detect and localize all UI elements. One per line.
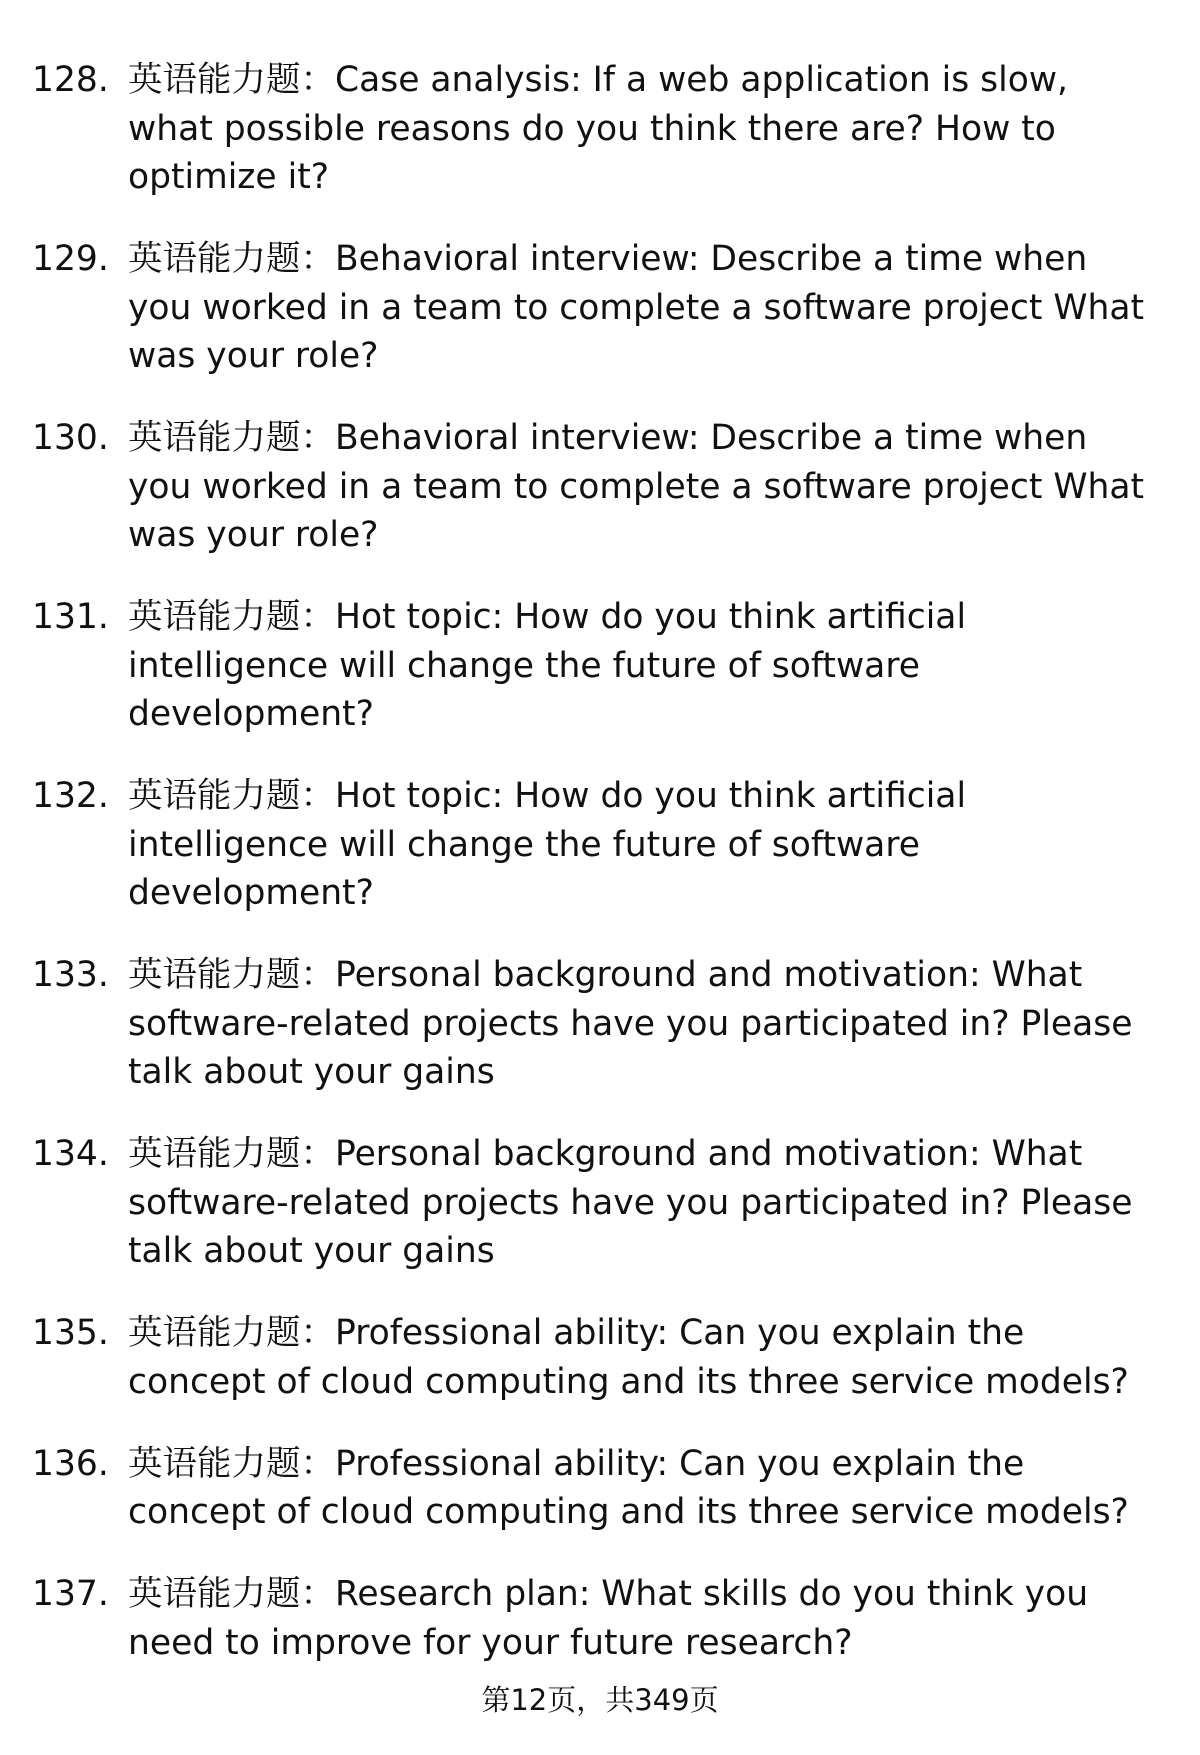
question-number: 136. <box>32 1443 109 1484</box>
question-number: 132. <box>32 776 109 816</box>
question-list <box>0 56 1200 1701</box>
question-text: Professional ability: Can you explain the concept of cloud computing and its three service models? <box>128 1313 1129 1402</box>
question-item <box>0 593 1200 739</box>
question-body <box>128 1440 1158 1537</box>
question-number: 134. <box>32 1134 109 1174</box>
question-item <box>0 56 1200 202</box>
question-number: 135. <box>32 1313 109 1353</box>
question-category: 英语能力题： <box>128 239 335 279</box>
question-text: Personal background and motivation: What software-related projects have you participated in? Please talk about your gains <box>128 1134 1133 1271</box>
page-footer <box>0 1680 1200 1720</box>
question-body <box>128 1570 1158 1667</box>
question-body <box>128 1309 1158 1406</box>
question-text: Personal background and motivation: What software-related projects have you participated in? Please talk about your gains <box>128 955 1133 1092</box>
question-number: 128. <box>32 60 109 100</box>
question-text: Hot topic: How do you think artificial intelligence will change the future of software development? <box>128 597 967 734</box>
question-item <box>0 1309 1200 1406</box>
question-number: 129. <box>32 239 109 279</box>
question-item <box>0 1130 1200 1276</box>
question-text: Behavioral interview: Describe a time when you worked in a team to complete a software project What was your role? <box>128 239 1144 376</box>
question-body <box>128 56 1158 202</box>
question-text: Hot topic: How do you think artificial intelligence will change the future of software development? <box>128 776 967 913</box>
question-number: 133. <box>32 955 109 995</box>
question-category: 英语能力题： <box>128 1443 335 1484</box>
question-number: 130. <box>32 418 109 458</box>
question-item <box>0 1570 1200 1667</box>
question-body <box>128 235 1158 381</box>
question-text: Case analysis: If a web application is slow, what possible reasons do you think there are? How to optimize it? <box>128 60 1069 197</box>
question-body <box>128 951 1158 1097</box>
question-body <box>128 772 1158 918</box>
question-number: 137. <box>32 1574 109 1614</box>
question-category: 英语能力题： <box>128 776 335 816</box>
question-number: 131. <box>32 597 109 637</box>
question-text: Research plan: What skills do you think you need to improve for your future research? <box>128 1574 1089 1663</box>
question-item <box>0 235 1200 381</box>
question-text: Behavioral interview: Describe a time when you worked in a team to complete a software project What was your role? <box>128 418 1144 555</box>
question-item <box>0 772 1200 918</box>
question-item <box>0 1440 1200 1537</box>
question-category: 英语能力题： <box>128 955 335 995</box>
page-number-label: 第12页，共349页 <box>481 1683 719 1717</box>
question-category: 英语能力题： <box>128 1313 335 1353</box>
question-category: 英语能力题： <box>128 1134 335 1174</box>
question-category: 英语能力题： <box>128 597 335 637</box>
question-body <box>128 1130 1158 1276</box>
question-category: 英语能力题： <box>128 1574 335 1614</box>
question-text: Professional ability: Can you explain the concept of cloud computing and its three service models? <box>128 1443 1129 1532</box>
question-item <box>0 414 1200 560</box>
question-body <box>128 414 1158 560</box>
question-body <box>128 593 1158 739</box>
question-category: 英语能力题： <box>128 418 335 458</box>
question-item <box>0 951 1200 1097</box>
question-category: 英语能力题： <box>128 60 335 100</box>
